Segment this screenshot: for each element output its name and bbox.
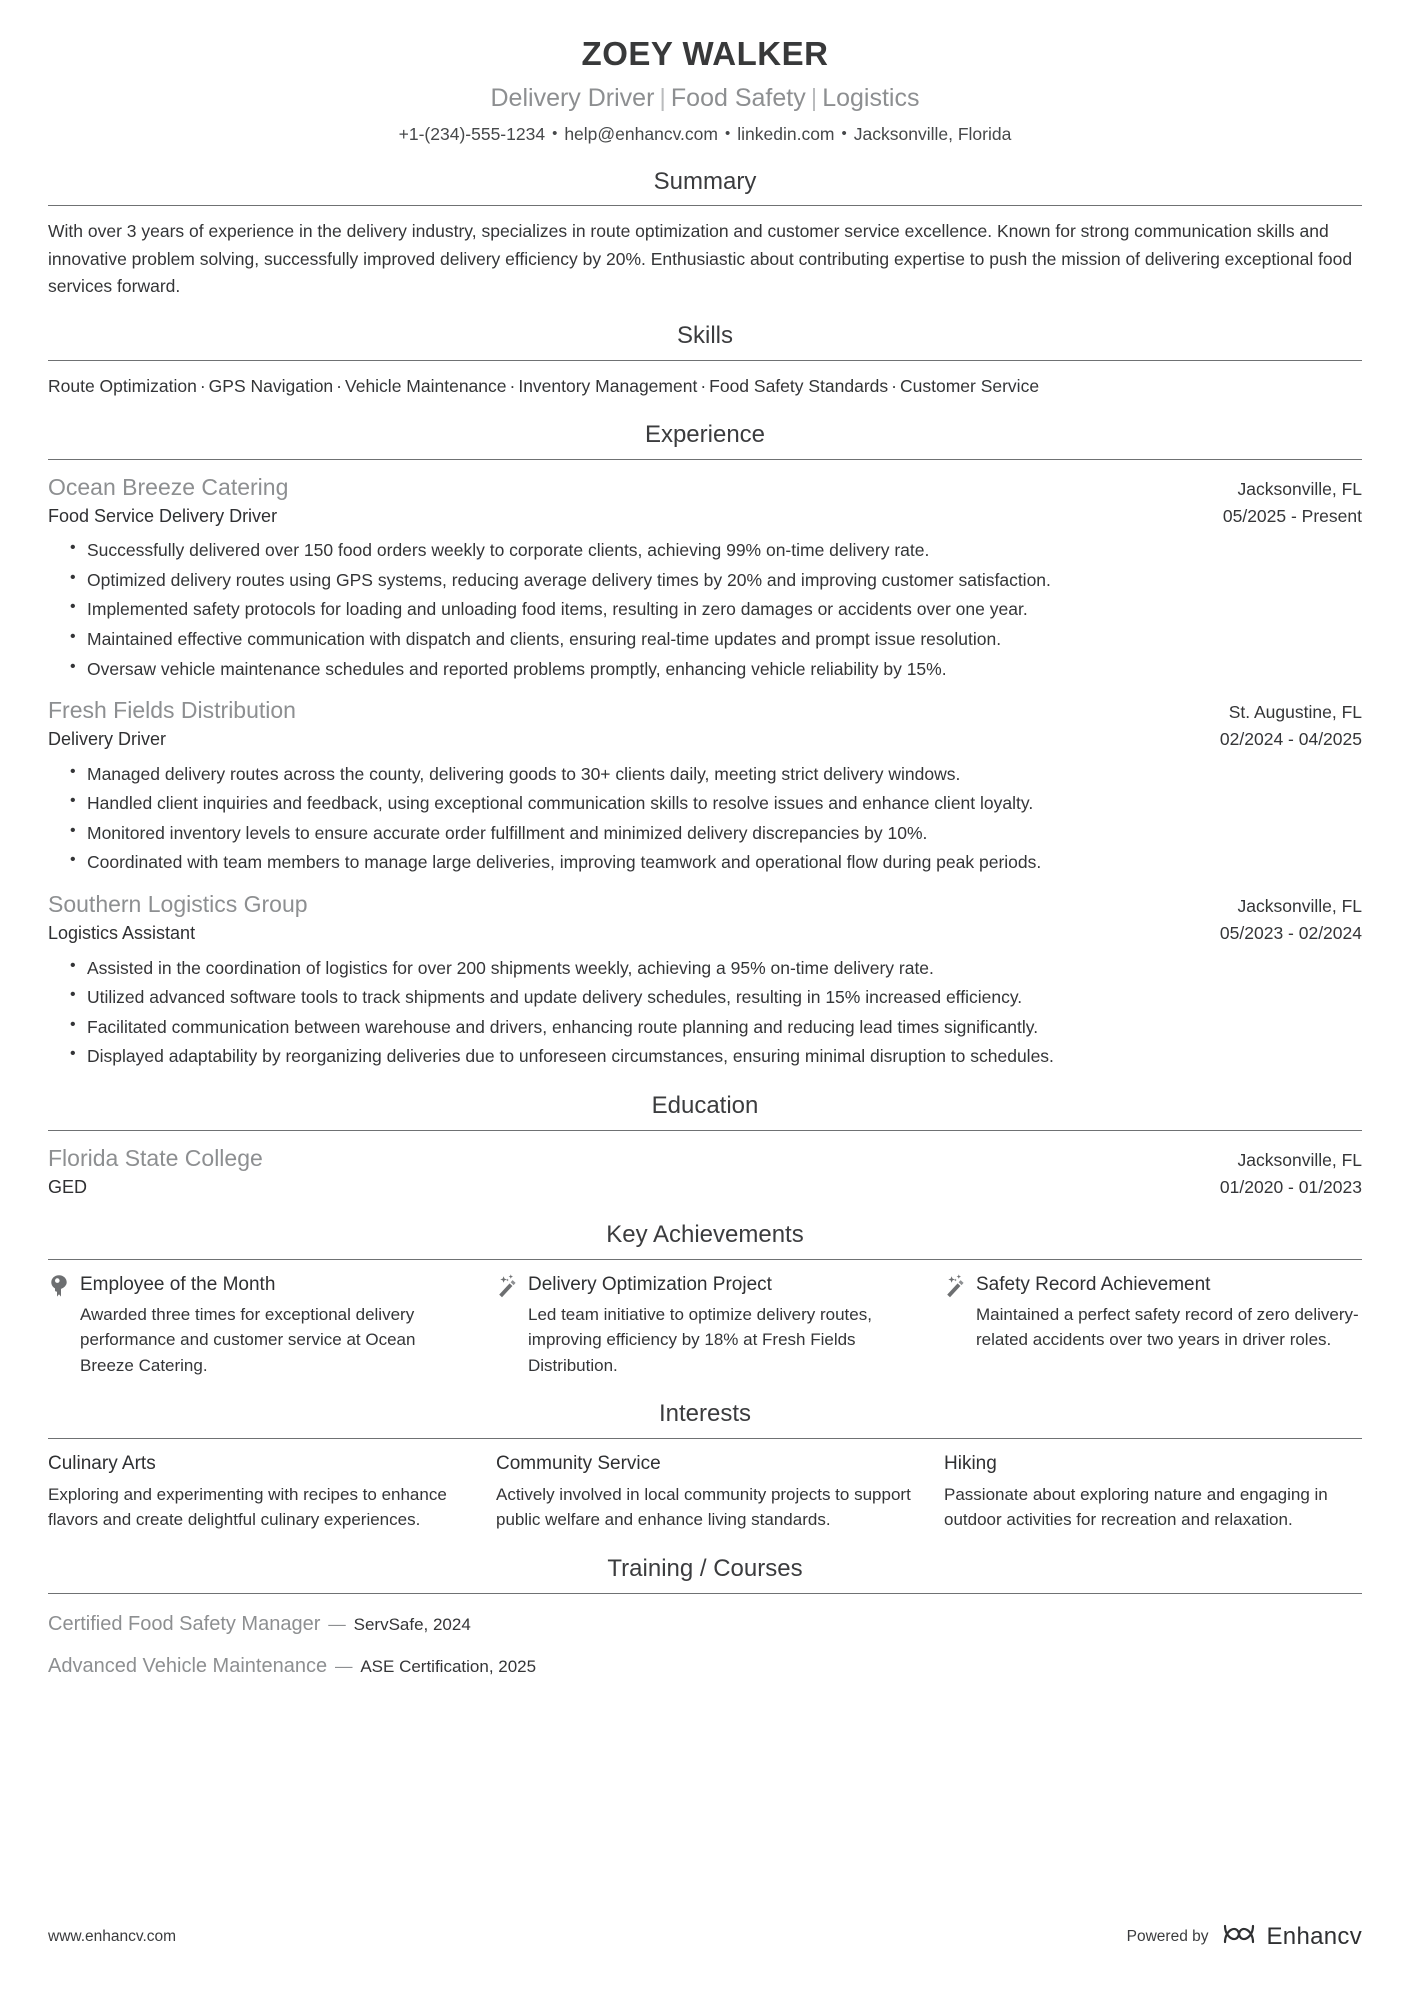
experience-entries [48,473,1362,1070]
section-education [48,1092,1362,1199]
section-rule [48,1438,1362,1439]
experience-role-title: Food Service Delivery Driver [48,505,278,526]
skill-separator-dot-icon: · [700,375,707,396]
experience-bullet-list [48,761,1362,876]
entry-org-row [48,890,1362,920]
interest-item [944,1452,1362,1533]
experience-bullet: • Monitored inventory levels to ensure accurate order fulfillment and minimized delivery discrepancies by 10%. [74,820,1362,847]
experience-role-title: Logistics Assistant [48,922,196,943]
training-provider-year: ServSafe, 2024 [353,1614,471,1634]
contact-separator-dot-icon: • [841,124,847,142]
enhancv-brand [1222,1922,1363,1951]
interest-item [48,1452,466,1533]
experience-location: St. Augustine, FL [1228,702,1362,723]
experience-entry [48,473,1362,682]
achievement-description: Awarded three times for exceptional delivery performance and customer service at Ocean Breeze Catering. [80,1304,416,1375]
achievement-columns [48,1273,1362,1379]
contact-linkedin[interactable]: linkedin.com [737,123,835,144]
achievement-description: Led team initiative to optimize delivery routes, improving efficiency by 18% at Fresh Fields Distribution. [528,1304,872,1375]
candidate-headline [48,83,1362,114]
achievement-item [944,1273,1362,1379]
enhancv-logo-icon [1222,1922,1258,1951]
education-entries [48,1144,1362,1200]
achievement-header [48,1273,466,1298]
achievement-item [496,1273,914,1379]
training-item [48,1610,1362,1638]
entry-role-row [48,920,1362,946]
experience-bullet: • Managed delivery routes across the county, delivering goods to 30+ clients daily, meeting strict delivery windows. [74,761,1362,788]
achievement-item [48,1273,466,1379]
section-title-key-achievements: Key Achievements [606,1221,804,1249]
interest-columns [48,1452,1362,1533]
section-rule [48,1259,1362,1260]
section-title-experience: Experience [644,420,766,448]
powered-by-label: Powered by [1126,1927,1209,1945]
skills-list [48,373,1362,399]
education-dates: 01/2020 - 01/2023 [1219,1176,1362,1197]
education-entry [48,1144,1362,1200]
experience-bullet: • Utilized advanced software tools to track shipments and update delivery schedules, resulting in 15% increased efficiency. [74,984,1362,1011]
section-rule [48,360,1362,361]
interest-description: Actively involved in local community projects to support public welfare and enhance living standards. [496,1484,911,1530]
award-badge-icon [48,1274,70,1298]
interest-title: Hiking [944,1453,997,1475]
experience-role-title: Delivery Driver [48,728,167,749]
footer-website-url[interactable]: www.enhancv.com [48,1927,177,1945]
experience-bullet: • Implemented safety protocols for loading and unloading food items, resulting in zero damages or accidents over one year. [74,596,1362,623]
section-rule [48,459,1362,460]
skill-separator-dot-icon: · [336,375,342,396]
experience-org-name: Fresh Fields Distribution [48,697,296,724]
experience-entry [48,696,1362,876]
experience-bullet-list [48,955,1362,1070]
training-name: Advanced Vehicle Maintenance [48,1654,328,1677]
entry-org-row [48,1144,1362,1174]
experience-bullet: • Successfully delivered over 150 food orders weekly to corporate clients, achieving 99% on-time delivery rate. [74,537,1362,564]
experience-entry [48,890,1362,1070]
interest-description: Passionate about exploring nature and engaging in outdoor activities for recreation and relaxation. [944,1484,1328,1530]
skill-item: Food Safety Standards [709,375,889,396]
section-skills [48,322,1362,399]
interest-title: Community Service [496,1453,661,1475]
education-degree: GED [48,1176,88,1197]
skill-separator-dot-icon: · [199,375,206,396]
section-experience [48,421,1362,1070]
magic-wand-icon [944,1274,966,1298]
entry-org-row [48,473,1362,503]
achievement-description: Maintained a perfect safety record of zero delivery-related accidents over two years in driver roles. [976,1304,1359,1350]
contact-email[interactable]: help@enhancv.com [564,123,718,144]
skill-item: Vehicle Maintenance [345,375,507,396]
experience-location: Jacksonville, FL [1237,478,1362,499]
enhancv-brand-name: Enhancv [1266,1922,1362,1950]
education-location: Jacksonville, FL [1237,1149,1362,1170]
candidate-name: ZOEY WALKER [581,35,829,72]
experience-bullet: • Facilitated communication between warehouse and drivers, enhancing route planning and reducing lead times significantly. [74,1014,1362,1041]
contact-separator-dot-icon: • [724,124,731,142]
headline-part-1: Food Safety [670,83,806,112]
section-rule [48,1593,1362,1594]
section-title-training-courses: Training / Courses [607,1554,803,1582]
headline-part-2: Logistics [822,83,920,112]
experience-bullet: • Maintained effective communication with dispatch and clients, ensuring real-time updates and prompt issue resolution. [74,626,1362,653]
interest-title: Culinary Arts [48,1453,156,1475]
skill-item: GPS Navigation [208,375,334,396]
interest-description: Exploring and experimenting with recipes to enhance flavors and create delightful culinary experiences. [48,1484,447,1530]
training-dash-separator: — [330,1655,358,1676]
experience-org-name: Southern Logistics Group [48,890,308,917]
achievement-title: Delivery Optimization Project [528,1273,772,1295]
section-rule [48,205,1362,206]
skill-separator-dot-icon: · [509,375,516,396]
training-provider-year: ASE Certification, 2025 [360,1656,537,1676]
skill-item: Customer Service [899,375,1040,396]
headline-separator: | [659,83,666,112]
contact-phone: +1-(234)-555-1234 [398,123,546,144]
headline-separator: | [810,83,818,112]
achievement-title: Employee of the Month [80,1273,276,1295]
experience-bullet: • Assisted in the coordination of logistics for over 200 shipments weekly, achieving a 95% on-time delivery rate. [74,955,1362,982]
section-summary [48,168,1362,300]
experience-bullet: • Handled client inquiries and feedback, using exceptional communication skills to resolve issues and enhance client loyalty. [74,790,1362,817]
experience-bullet: • Displayed adaptability by reorganizing deliveries due to unforeseen circumstances, ensuring minimal disruption to schedules. [74,1043,1362,1070]
resume-header [48,0,1362,146]
achievement-header [496,1273,914,1298]
education-school-name: Florida State College [48,1144,263,1171]
training-dash-separator: — [323,1613,351,1634]
interest-item [496,1452,914,1533]
experience-bullet: • Coordinated with team members to manage large deliveries, improving teamwork and operational flow during peak periods. [74,849,1362,876]
experience-location: Jacksonville, FL [1237,895,1362,916]
entry-role-row [48,503,1362,529]
section-title-interests: Interests [658,1400,752,1428]
experience-bullet-list [48,537,1362,682]
skill-item: Inventory Management [518,375,698,396]
entry-org-row [48,696,1362,726]
contact-location: Jacksonville, Florida [853,123,1012,144]
section-interests [48,1400,1362,1532]
footer-brand-area [1127,1922,1362,1951]
experience-dates: 05/2025 - Present [1222,505,1362,526]
skill-separator-dot-icon: · [891,375,897,396]
section-title-skills: Skills [676,321,733,349]
experience-dates: 02/2024 - 04/2025 [1219,728,1362,749]
achievement-title: Safety Record Achievement [976,1273,1211,1295]
section-rule [48,1130,1362,1131]
magic-wand-icon [496,1274,518,1298]
training-name: Certified Food Safety Manager [48,1612,321,1635]
headline-part-0: Delivery Driver [490,83,655,112]
experience-org-name: Ocean Breeze Catering [48,473,289,500]
entry-degree-row [48,1174,1362,1200]
experience-bullet: • Oversaw vehicle maintenance schedules and reported problems promptly, enhancing vehicle reliability by 15%. [74,656,1362,683]
skill-item: Route Optimization [48,375,197,396]
section-training-courses [48,1555,1362,1680]
section-title-summary: Summary [653,167,757,195]
contact-line [48,123,1362,146]
page-footer [48,1922,1362,1951]
training-item [48,1652,1362,1680]
experience-dates: 05/2023 - 02/2024 [1219,922,1362,943]
contact-separator-dot-icon: • [552,124,558,142]
summary-text: With over 3 years of experience in the delivery industry, specializes in route optimization and customer service excellence. Known for strong communication skills and innovative problem solving, successfully improved delivery efficiency by 20%. Enthusiastic about contributing expertise to push the mission of delivering exceptional food services forward. [48,221,1353,296]
entry-role-row [48,726,1362,752]
experience-bullet: • Optimized delivery routes using GPS systems, reducing average delivery times by 20% and improving customer satisfaction. [74,567,1362,594]
section-title-education: Education [651,1091,759,1119]
training-items [48,1610,1362,1680]
section-key-achievements [48,1221,1362,1378]
achievement-header [944,1273,1362,1298]
